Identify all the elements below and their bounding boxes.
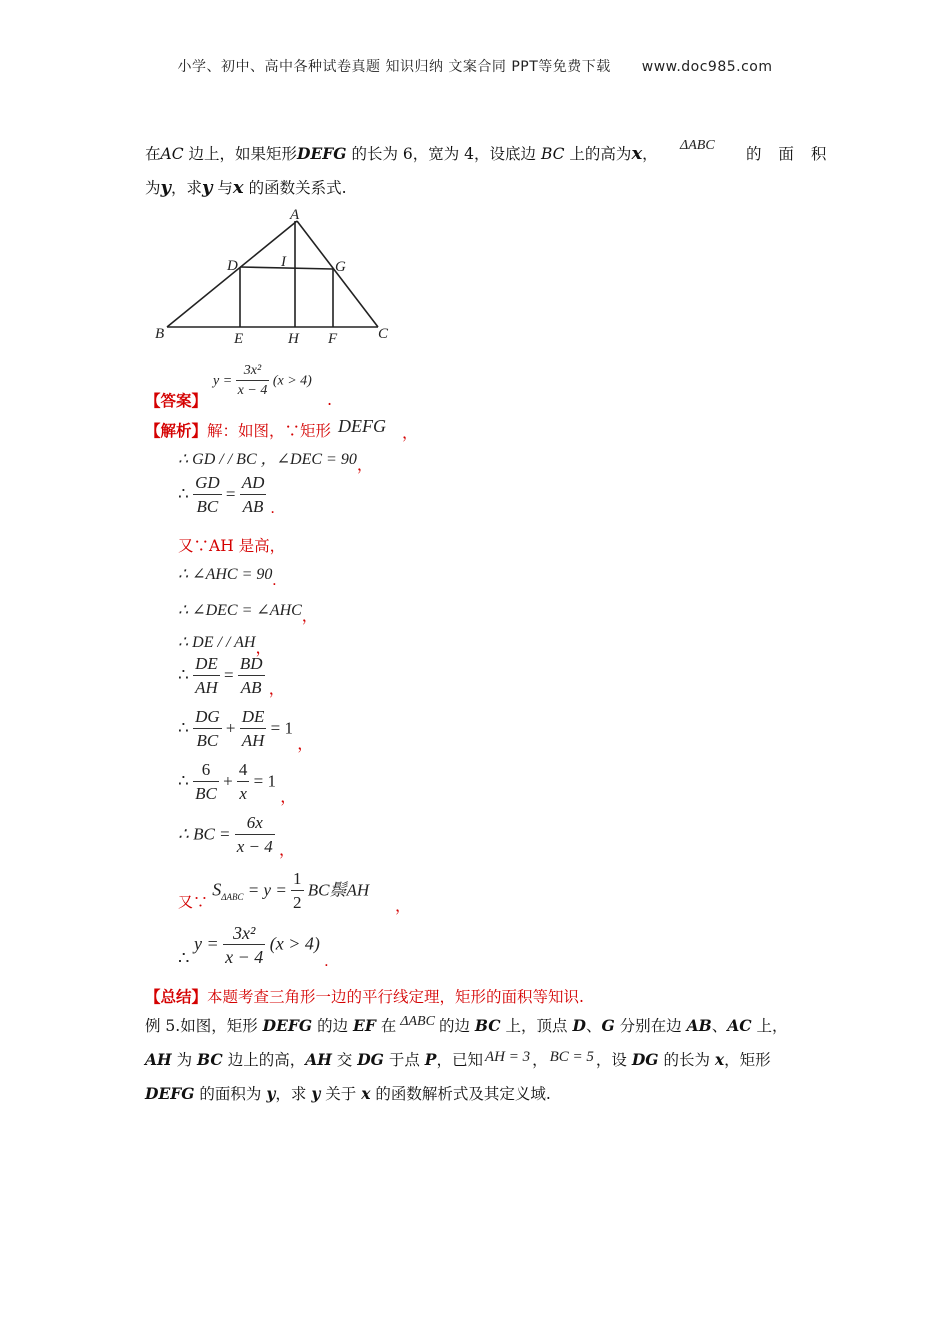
comma: ， — [395, 896, 412, 915]
text: S — [212, 879, 222, 900]
step-6 — [178, 629, 272, 657]
text: ∴ — [178, 484, 189, 504]
text: G — [601, 1016, 615, 1035]
denominator: 2 — [293, 893, 302, 912]
text: ，设 — [595, 1051, 632, 1069]
header-url: www.doc985.com — [641, 59, 773, 75]
text: (x > 4) — [272, 373, 312, 389]
denominator: AH — [241, 731, 265, 750]
step-5 — [178, 597, 318, 625]
text: = y = — [247, 880, 287, 900]
text: 在 — [145, 145, 161, 163]
numerator: DG — [193, 706, 222, 729]
text: 的边 — [438, 1017, 475, 1035]
text: DG — [357, 1050, 384, 1069]
text: ，求 — [170, 179, 202, 197]
text: ∴ DE / / AH — [178, 634, 256, 651]
page-header — [0, 56, 950, 76]
text: y — [311, 1084, 321, 1103]
step-12 — [178, 922, 328, 969]
text: AH — [305, 1050, 332, 1069]
text: AC — [727, 1016, 752, 1035]
period: . — [270, 500, 275, 518]
text: AB — [686, 1016, 712, 1035]
text: 、 — [585, 1017, 602, 1035]
text: DEFG — [262, 1016, 313, 1035]
text: 上的高为 — [564, 145, 632, 163]
denominator: AB — [242, 497, 264, 516]
label-a: A — [290, 207, 300, 223]
text: BC — [540, 145, 565, 163]
text: EF — [353, 1016, 376, 1035]
text: x — [714, 1050, 725, 1069]
denominator: BC — [196, 497, 219, 516]
numerator: AD — [240, 472, 267, 495]
label-g: G — [335, 259, 346, 275]
text: BC — [197, 1050, 223, 1069]
numerator: DE — [240, 706, 267, 729]
text: ∴ BC = — [178, 824, 231, 844]
text: y = — [213, 373, 233, 389]
denominator: x — [239, 784, 247, 803]
analysis-intro — [145, 414, 331, 448]
step-2 — [178, 472, 275, 519]
answer-label: 【答案】 — [145, 391, 208, 410]
text: = — [225, 484, 236, 504]
text: 的边 — [312, 1017, 354, 1035]
text: (x > 4) — [269, 933, 320, 954]
text: y — [266, 1084, 276, 1103]
comma: ， — [280, 789, 297, 807]
text: D — [572, 1016, 586, 1035]
period: . — [272, 572, 277, 589]
comma: ， — [268, 681, 285, 699]
step-8 — [178, 706, 313, 753]
numerator: GD — [193, 472, 222, 495]
step-4 — [178, 564, 277, 589]
text: DEFG — [145, 1084, 195, 1103]
denominator: x − 4 — [225, 947, 264, 967]
text: 的长为 — [658, 1051, 715, 1069]
rect-defg: DEFG — [338, 416, 386, 436]
text: ∴ — [178, 947, 190, 968]
label-d: D — [227, 258, 238, 274]
comma: ， — [255, 640, 272, 657]
text: 交 — [331, 1051, 358, 1069]
label-f: F — [328, 331, 338, 347]
text: ，求 — [275, 1085, 312, 1103]
given-ah: AH = 3 — [484, 1049, 531, 1065]
example-line-1 — [145, 1009, 788, 1045]
text: ∴ GD / / BC ，∠DEC = 90 — [178, 451, 357, 468]
example-line-2 — [145, 1043, 771, 1078]
text: = 1 — [270, 718, 293, 738]
label-i: I — [281, 254, 286, 270]
text: DEFG — [297, 144, 347, 163]
text: 边上的高， — [222, 1051, 306, 1069]
text: 在 — [375, 1017, 397, 1035]
text: ∴ — [178, 665, 189, 685]
text: x — [361, 1084, 371, 1103]
text: 的函数解析式及其定义域. — [370, 1085, 551, 1103]
period: . — [324, 952, 329, 970]
text: P — [424, 1050, 437, 1069]
numerator: 4 — [237, 759, 250, 782]
text: ∴ — [178, 771, 189, 791]
text: 解：如图，∵矩形 — [207, 422, 332, 440]
step-3: 又∵AH 是高， — [178, 537, 286, 555]
header-text: 小学、初中、高中各种试卷真题 知识归纳 文案合同 PPT等免费下载 — [177, 59, 611, 75]
text: ∴ ∠DEC = ∠AHC — [178, 602, 302, 619]
text: = — [224, 665, 234, 685]
text: 于点 — [383, 1051, 425, 1069]
numerator: 3x² — [236, 362, 270, 381]
denominator: BC — [196, 731, 219, 750]
problem-line-2 — [145, 171, 347, 205]
text: ，矩形 — [724, 1051, 771, 1069]
numerator: 1 — [291, 868, 304, 891]
denominator: AB — [240, 678, 262, 697]
text: + — [223, 771, 233, 791]
numerator: 6 — [193, 759, 219, 782]
text: ∴ — [178, 718, 189, 738]
step-11 — [178, 868, 369, 915]
text: ，已知 — [436, 1051, 483, 1069]
variable-x: x — [232, 177, 244, 198]
denominator: AH — [195, 678, 218, 697]
text: y = — [193, 933, 219, 954]
text: 的函数关系式. — [243, 179, 347, 197]
variable-y: y — [202, 177, 213, 198]
text: 又∵ — [178, 893, 209, 912]
label-h: H — [288, 331, 299, 347]
text: 例 5.如图，矩形 — [145, 1017, 263, 1035]
segment-dg — [240, 267, 333, 269]
step-7 — [178, 653, 285, 700]
answer-formula — [213, 362, 312, 401]
label-e: E — [234, 331, 244, 347]
problem-line-1-end: 的 面 积 — [746, 145, 833, 163]
denominator: x − 4 — [236, 837, 273, 856]
numerator: 3x² — [223, 922, 265, 945]
text: 上， — [751, 1017, 788, 1035]
comma: ， — [301, 608, 318, 625]
comma: ， — [297, 736, 314, 754]
text: 本题考查三角形一边的平行线定理，矩形的面积等知识. — [207, 988, 584, 1006]
label-b: B — [155, 326, 165, 342]
step-1 — [178, 446, 373, 474]
summary-label: 【总结】 — [145, 987, 208, 1006]
text: 与 — [212, 179, 233, 197]
text: 边上，如果矩形 — [183, 145, 298, 163]
text: 的面积为 — [194, 1085, 267, 1103]
text: AH — [145, 1050, 172, 1069]
comma: ， — [279, 842, 296, 860]
step-10 — [178, 812, 295, 859]
label-c: C — [378, 326, 389, 342]
text: 的长为 6，宽为 4，设底边 — [346, 145, 541, 163]
text: DG — [631, 1050, 659, 1069]
comma: ， — [402, 423, 419, 442]
text: BC — [474, 1016, 501, 1035]
text: BC鬃AH — [307, 880, 370, 900]
numerator: BD — [238, 653, 265, 676]
text: 分别在边 — [614, 1017, 687, 1035]
denominator: BC — [195, 784, 217, 803]
period: . — [327, 390, 333, 409]
text: 上，顶点 — [500, 1017, 573, 1035]
numerator: DE — [193, 653, 220, 676]
example-line-3 — [145, 1077, 551, 1111]
text: ， — [642, 145, 658, 163]
text: ， — [532, 1051, 548, 1069]
side-ab — [167, 221, 297, 327]
given-bc: BC = 5 — [549, 1049, 594, 1065]
triangle-figure — [145, 205, 405, 350]
numerator: 6x — [235, 812, 275, 835]
step-9 — [178, 759, 296, 806]
text: 为 — [171, 1051, 198, 1069]
triangle-abc-symbol: ΔABC — [400, 1014, 435, 1029]
text: + — [225, 718, 236, 738]
text: 关于 — [320, 1085, 362, 1103]
text: 、 — [711, 1017, 728, 1035]
text: AC — [160, 145, 184, 163]
variable-y: y — [160, 177, 171, 198]
denominator: x − 4 — [237, 383, 268, 398]
comma: ， — [356, 457, 373, 474]
triangle-abc-symbol: ΔABC — [680, 138, 715, 153]
text: ∴ ∠AHC = 90 — [178, 566, 273, 583]
variable-x: x — [631, 143, 643, 164]
text: = 1 — [253, 771, 276, 791]
text: 为 — [145, 179, 161, 197]
text: ΔABC — [221, 891, 244, 902]
analysis-label: 【解析】 — [145, 421, 208, 440]
problem-line-1 — [145, 137, 658, 171]
